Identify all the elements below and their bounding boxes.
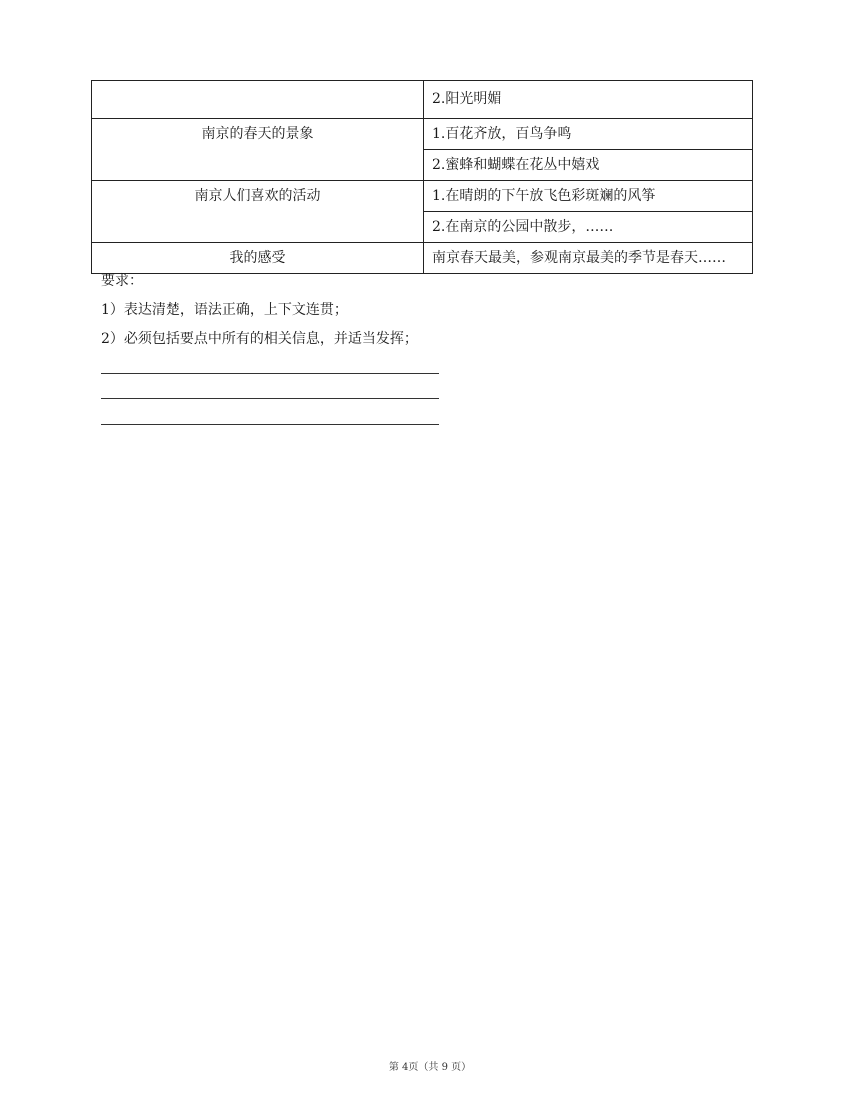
outline-table xyxy=(91,80,753,274)
detail-cell: 2.阳光明媚 xyxy=(424,81,753,119)
requirement-item-2: 2）必须包括要点中所有的相关信息，并适当发挥； xyxy=(101,331,418,347)
topic-cell-activities: 南京人们喜欢的活动 xyxy=(92,181,424,243)
detail-cell: 2.在南京的公园中散步，…… xyxy=(424,212,753,243)
detail-cell: 2.蜜蜂和蝴蝶在花丛中嬉戏 xyxy=(424,150,753,181)
topic-cell xyxy=(92,81,424,119)
topic-cell-scenery: 南京的春天的景象 xyxy=(92,119,424,181)
requirements-heading: 要求： xyxy=(101,273,143,289)
answer-line[interactable] xyxy=(101,424,439,425)
table-row xyxy=(92,181,753,212)
answer-line[interactable] xyxy=(101,398,439,399)
page-footer: 第 4页（共 9 页） xyxy=(388,1062,472,1073)
detail-cell: 南京春天最美，参观南京最美的季节是春天…… xyxy=(424,243,753,274)
detail-cell: 1.百花齐放，百鸟争鸣 xyxy=(424,119,753,150)
requirement-item-1: 1）表达清楚，语法正确，上下文连贯； xyxy=(101,302,348,318)
answer-line[interactable] xyxy=(101,373,439,374)
table-row xyxy=(92,243,753,274)
topic-cell-feelings: 我的感受 xyxy=(92,243,424,274)
table-row xyxy=(92,81,753,119)
table-row xyxy=(92,119,753,150)
detail-cell: 1.在晴朗的下午放飞色彩斑斓的风筝 xyxy=(424,181,753,212)
